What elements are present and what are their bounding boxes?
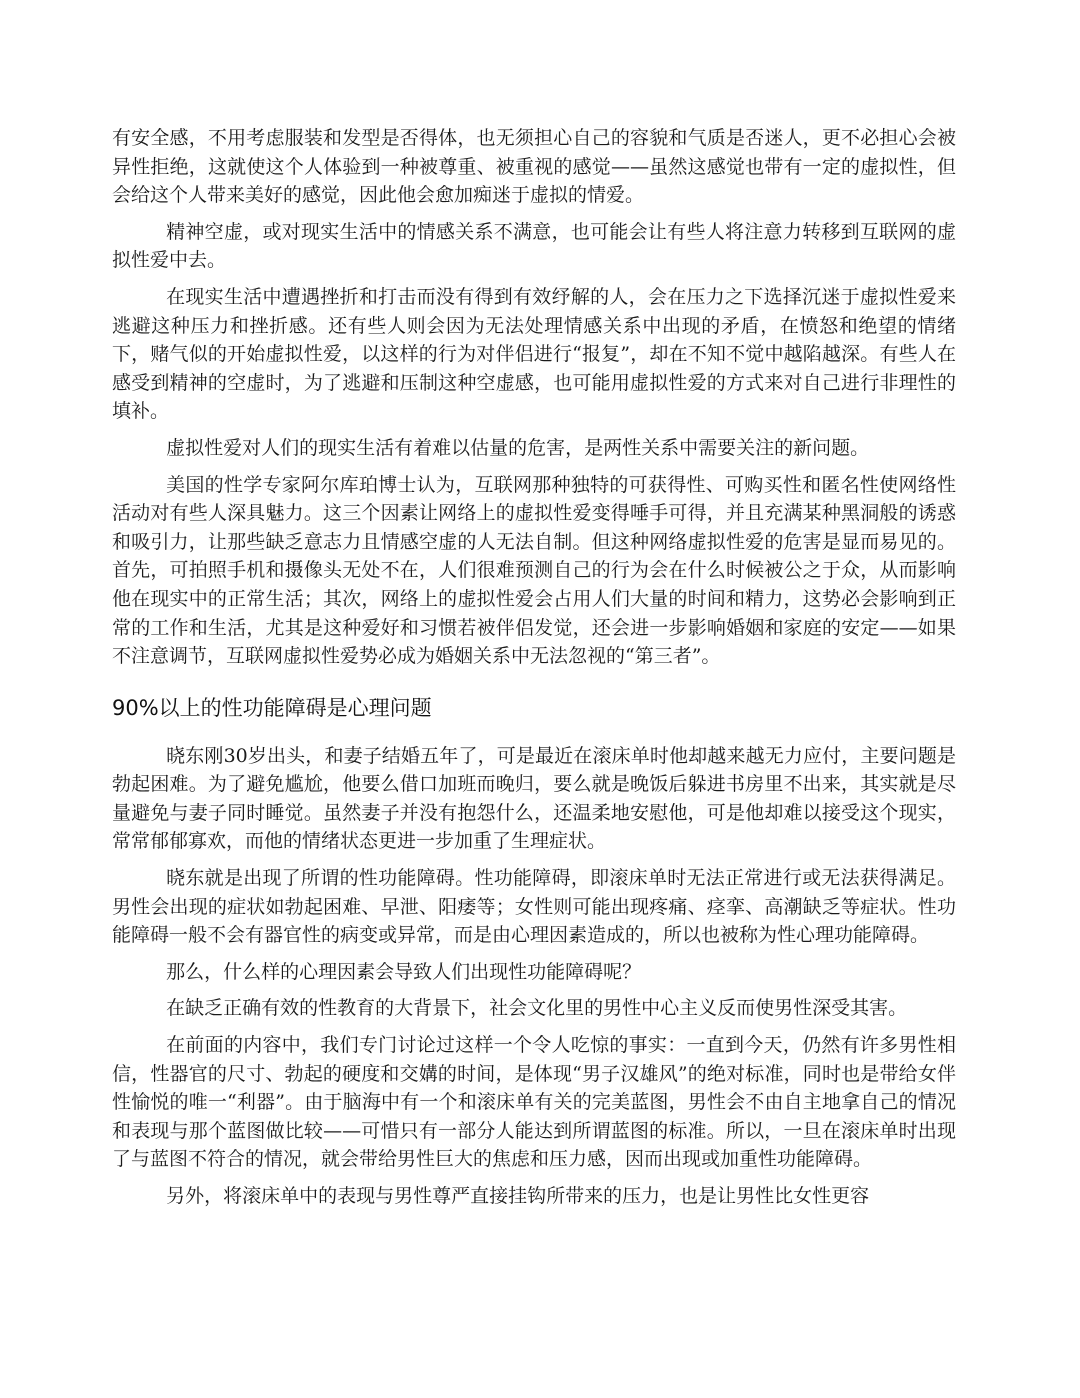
paragraph: 另外，将滚床单中的表现与男性尊严直接挂钩所带来的压力，也是让男性比女性更容 (166, 1185, 870, 1207)
paragraph: 在现实生活中遭遇挫折和打击而没有得到有效纾解的人，会在压力之下选择沉迷于虚拟性爱来逃避这种压力和挫折感。还有些人则会因为无法处理情感关系中出现的矛盾，在愤怒和绝望的情绪下，赌气似的开始虚拟性爱，以这样的行为对伴侣进行“报复”，却在不知不觉中越陷越深。有些人在感受到精神的空虚时，为了逃避和压制这种空虚感，也可能用虚拟性爱的方式来对自己进行非理性的填补。 (112, 285, 956, 423)
paragraph: 有安全感，不用考虑服装和发型是否得体，也无须担心自己的容貌和气质是否迷人，更不必担心会被异性拒绝，这就使这个人体验到一种被尊重、被重视的感觉——虽然这感觉也带有一定的虚拟性，但会给这个人带来美好的感觉，因此他会愈加痴迷于虚拟的情爱。 (112, 127, 956, 207)
paragraph: 虚拟性爱对人们的现实生活有着难以估量的危害，是两性关系中需要关注的新问题。 (166, 436, 870, 459)
section-heading: 90%以上的性功能障碍是心理问题 (112, 695, 432, 720)
paragraph: 在缺乏正确有效的性教育的大背景下，社会文化里的男性中心主义反而使男性深受其害。 (166, 997, 908, 1020)
paragraph: 在前面的内容中，我们专门讨论过这样一个令人吃惊的事实：一直到今天，仍然有许多男性相信，性器官的尺寸、勃起的硬度和交媾的时间，是体现“男子汉雄风”的绝对标准，同时也是带给女伴性愉悦的唯一“利器”。由于脑海中有一个和滚床单有关的完美蓝图，男性会不由自主地拿自己的情况和表现与那个蓝图做比较——可惜只有一部分人能达到所谓蓝图的标准。所以，一旦在滚床单时出现了与蓝图不符合的情况，就会带给男性巨大的焦虑和压力感，因而出现或加重性功能障碍。 (112, 1034, 956, 1171)
paragraph: 那么，什么样的心理因素会导致人们出现性功能障碍呢？ (166, 960, 642, 983)
document-page (112, 124, 956, 1219)
paragraph: 美国的性学专家阿尔库珀博士认为，互联网那种独特的可获得性、可购买性和匿名性使网络性活动对有些人深具魅力。这三个因素让网络上的虚拟性爱变得唾手可得，并且充满某种黑洞般的诱惑和吸引力，让那些缺乏意志力且情感空虚的人无法自制。但这种网络虚拟性爱的危害是显而易见的。首先，可拍照手机和摄像头无处不在，人们很难预测自己的行为会在什么时候被公之于众，从而影响他在现实中的正常生活；其次，网络上的虚拟性爱会占用人们大量的时间和精力，这势必会影响到正常的工作和生活，尤其是这种爱好和习惯若被伴侣发觉，还会进一步影响婚姻和家庭的安定——如果不注意调节，互联网虚拟性爱势必成为婚姻关系中无法忽视的“第三者”。 (112, 473, 956, 668)
paragraph: 精神空虚，或对现实生活中的情感关系不满意，也可能会让有些人将注意力转移到互联网的虚拟性爱中去。 (112, 220, 956, 272)
paragraph: 晓东就是出现了所谓的性功能障碍。性功能障碍，即滚床单时无法正常进行或无法获得满足。男性会出现的症状如勃起困难、早泄、阳痿等；女性则可能出现疼痛、痉挛、高潮缺乏等症状。性功能障碍一般不会有器官性的病变或异常，而是由心理因素造成的，所以也被称为性心理功能障碍。 (112, 867, 956, 947)
paragraph: 晓东刚30岁出头，和妻子结婚五年了，可是最近在滚床单时他却越来越无力应付，主要问题是勃起困难。为了避免尴尬，他要么借口加班而晚归，要么就是晚饭后躲进书房里不出来，其实就是尽量避免与妻子同时睡觉。虽然妻子并没有抱怨什么，还温柔地安慰他，可是他却难以接受这个现实，常常郁郁寡欢，而他的情绪状态更进一步加重了生理症状。 (112, 744, 956, 853)
